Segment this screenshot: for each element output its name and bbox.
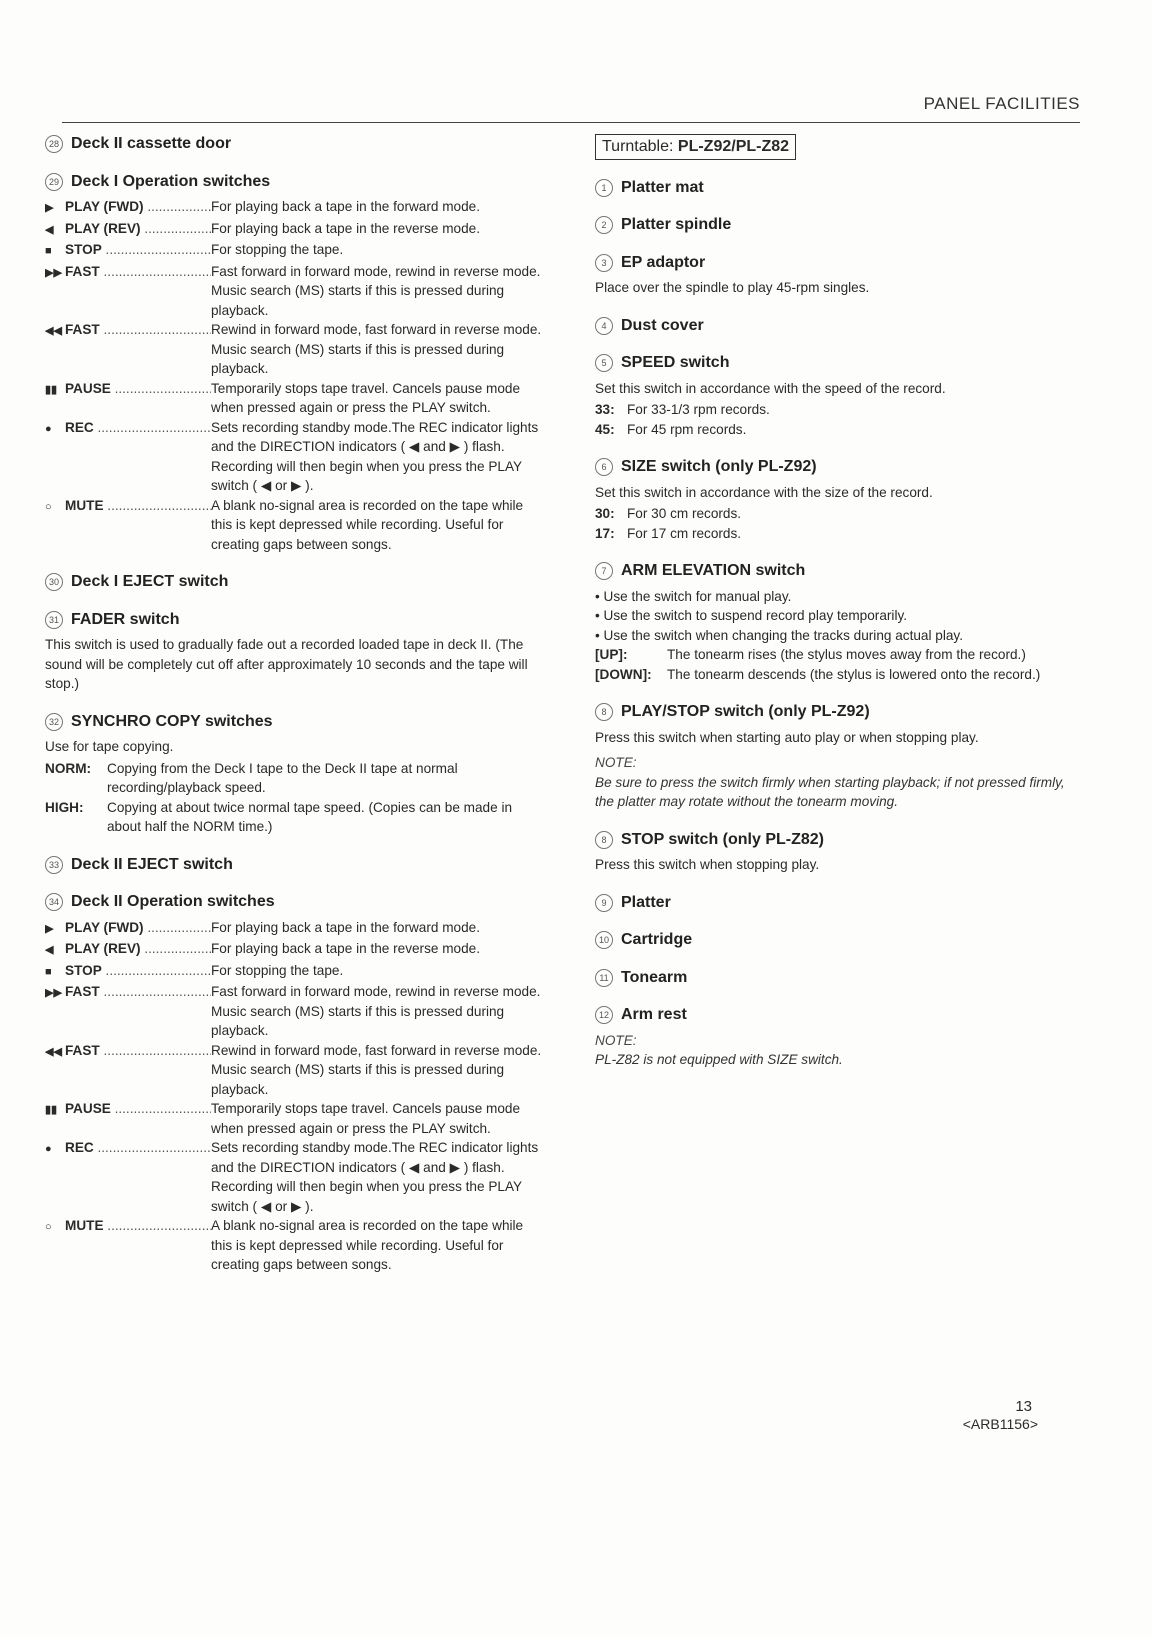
section-fader-switch bbox=[45, 610, 545, 694]
kv-row: 45: For 45 rpm records. bbox=[595, 421, 747, 437]
operation-list bbox=[45, 918, 545, 1275]
item-number: 29 bbox=[45, 173, 63, 191]
item-number: 8 bbox=[595, 831, 613, 849]
operation-row bbox=[45, 961, 545, 983]
operation-list bbox=[45, 197, 545, 554]
section-dust-cover bbox=[595, 316, 1085, 336]
operation-label: ▮▮ PAUSE ..... bbox=[45, 379, 211, 418]
section-title: Deck II EJECT switch bbox=[71, 855, 233, 873]
operation-label: ▶ PLAY (FWD) ..... bbox=[45, 918, 211, 940]
operation-symbol-icon: ■ bbox=[45, 245, 52, 257]
item-number: 28 bbox=[45, 135, 63, 153]
bullet-item: • Use the switch to suspend record play temporarily. bbox=[595, 606, 1085, 626]
note-label: NOTE: bbox=[595, 755, 637, 770]
right-column bbox=[595, 134, 1085, 1070]
operation-row bbox=[45, 1216, 545, 1275]
operation-row bbox=[45, 197, 545, 219]
section-title: Deck I EJECT switch bbox=[71, 573, 229, 590]
note-text: PL-Z82 is not equipped with SIZE switch. bbox=[595, 1052, 843, 1067]
note-text: Be sure to press the switch firmly when starting playback; if not pressed firmly, the platter may rotate without the tonearm moving. bbox=[595, 774, 1065, 809]
item-number: 11 bbox=[595, 969, 613, 987]
operation-symbol-icon: ▶▶ bbox=[45, 987, 62, 999]
bullet-item: • Use the switch when changing the tracks during actual play. bbox=[595, 626, 1085, 646]
operation-description: Rewind in forward mode, fast forward in reverse mode. Music search (MS) starts if this is pressed during playback. bbox=[211, 322, 542, 376]
operation-symbol-icon: ◀◀ bbox=[45, 1045, 62, 1058]
section-speed-switch bbox=[595, 353, 1085, 439]
kv-row: HIGH: Copying at about twice normal tape speed. (Copies can be made in about half the NORM time.) bbox=[45, 799, 513, 834]
item-number: 3 bbox=[595, 254, 613, 272]
item-number: 10 bbox=[595, 931, 613, 949]
item-number: 33 bbox=[45, 856, 63, 874]
operation-row bbox=[45, 418, 545, 496]
operation-symbol-icon: ▶ bbox=[45, 202, 54, 214]
operation-symbol-icon: ◀ bbox=[45, 944, 54, 956]
section-deck2-cassette-door bbox=[45, 134, 545, 154]
section-platter bbox=[595, 893, 1085, 913]
section-text: Set this switch in accordance with the size of the record. bbox=[595, 484, 933, 500]
section-ep-adaptor bbox=[595, 253, 1085, 298]
section-title: Platter mat bbox=[621, 178, 704, 196]
operation-label: ▮▮ PAUSE ..... bbox=[45, 1099, 211, 1138]
section-title: FADER switch bbox=[71, 610, 180, 628]
section-size-switch bbox=[595, 457, 1085, 543]
section-title: Deck I Operation switches bbox=[71, 172, 271, 190]
section-tonearm bbox=[595, 968, 1085, 988]
turntable-heading: Turntable: PL-Z92/PL-Z82 bbox=[595, 134, 796, 160]
operation-symbol-icon: ● bbox=[45, 1143, 52, 1155]
operation-label: ○ MUTE ..... bbox=[45, 496, 211, 555]
left-column bbox=[45, 134, 545, 1293]
section-title: ARM ELEVATION switch bbox=[621, 562, 806, 579]
operation-symbol-icon: ◀◀ bbox=[45, 325, 62, 337]
page-header bbox=[62, 88, 1080, 123]
operation-description: For playing back a tape in the forward mode. bbox=[211, 919, 481, 935]
section-title: Platter bbox=[621, 893, 671, 911]
section-deck2-operation-switches bbox=[45, 892, 545, 1275]
operation-label: ▶ PLAY (FWD) ..... bbox=[45, 197, 211, 219]
operation-label: ▶▶ FAST ..... bbox=[45, 982, 211, 1041]
operation-description: Fast forward in forward mode, rewind in reverse mode. Music search (MS) starts if this is pressed during playback. bbox=[211, 984, 541, 1038]
operation-symbol-icon: ● bbox=[45, 422, 52, 435]
item-number: 32 bbox=[45, 713, 63, 731]
operation-row bbox=[45, 320, 545, 379]
operation-row bbox=[45, 939, 545, 961]
item-number: 1 bbox=[595, 179, 613, 197]
section-title: Cartridge bbox=[621, 931, 693, 948]
section-stop-switch bbox=[595, 830, 1085, 875]
operation-description: For playing back a tape in the reverse mode. bbox=[211, 941, 481, 956]
section-title: SPEED switch bbox=[621, 354, 730, 371]
section-title: Deck II cassette door bbox=[71, 135, 232, 152]
operation-symbol-icon: ○ bbox=[45, 500, 52, 513]
section-text: Place over the spindle to play 45-rpm singles. bbox=[595, 280, 870, 295]
section-arm-elevation bbox=[595, 561, 1085, 684]
operation-label: ■ STOP ..... bbox=[45, 240, 211, 262]
operation-row bbox=[45, 1138, 545, 1216]
bullet-item: • Use the switch for manual play. bbox=[595, 587, 1085, 607]
operation-row bbox=[45, 379, 545, 418]
operation-description: Sets recording standby mode.The REC indicator lights and the DIRECTION indicators ( ◀ and ▶ ) flash. Recording will then begin when you press the PLAY switch ( ◀ or ▶ ). bbox=[211, 1140, 539, 1214]
section-deck2-eject bbox=[45, 855, 545, 875]
item-number: 9 bbox=[595, 894, 613, 912]
page-title: PANEL FACILITIES bbox=[923, 94, 1080, 113]
kv-row: 30: For 30 cm records. bbox=[595, 506, 742, 521]
kv-row: 33: For 33-1/3 rpm records. bbox=[595, 402, 770, 417]
item-number: 5 bbox=[595, 354, 613, 372]
operation-description: For stopping the tape. bbox=[211, 962, 344, 978]
operation-description: For playing back a tape in the forward mode. bbox=[211, 199, 481, 214]
section-title: Arm rest bbox=[621, 1006, 687, 1023]
section-text: This switch is used to gradually fade out a recorded loaded tape in deck II. (The sound will be completely cut off after approximately 10 seconds and the tape will stop.) bbox=[45, 637, 528, 691]
section-title: Tonearm bbox=[621, 968, 688, 986]
operation-row bbox=[45, 918, 545, 940]
section-synchro-copy bbox=[45, 712, 545, 837]
operation-description: Fast forward in forward mode, rewind in reverse mode. Music search (MS) starts if this is pressed during playback. bbox=[211, 263, 541, 318]
section-title: EP adaptor bbox=[621, 253, 706, 271]
operation-label: ● REC ..... bbox=[45, 1138, 211, 1216]
kv-row: NORM: Copying from the Deck I tape to the Deck II tape at normal recording/playback speed. bbox=[45, 760, 458, 795]
section-deck1-operation-switches bbox=[45, 172, 545, 555]
operation-symbol-icon: ▶ bbox=[45, 922, 54, 935]
operation-description: Sets recording standby mode.The REC indicator lights and the DIRECTION indicators ( ◀ and ▶ ) flash. Recording will then begin when you press the PLAY switch ( ◀ or ▶ ). bbox=[211, 419, 539, 493]
kv-row: [DOWN]: The tonearm descends (the stylus is lowered onto the record.) bbox=[595, 666, 1041, 682]
section-cartridge bbox=[595, 930, 1085, 950]
item-number: 6 bbox=[595, 458, 613, 476]
section-title: SYNCHRO COPY switches bbox=[71, 712, 273, 730]
operation-symbol-icon: ◀ bbox=[45, 223, 54, 236]
section-title: STOP switch (only PL-Z82) bbox=[621, 830, 824, 848]
operation-description: Temporarily stops tape travel. Cancels pause mode when pressed again or press the PLAY switch. bbox=[211, 1101, 521, 1136]
operation-description: For playing back a tape in the reverse mode. bbox=[211, 220, 481, 236]
operation-symbol-icon: ▮▮ bbox=[45, 1104, 58, 1116]
operation-symbol-icon: ▮▮ bbox=[45, 383, 58, 396]
section-deck1-eject bbox=[45, 572, 545, 592]
operation-label: ◀◀ FAST ..... bbox=[45, 320, 211, 379]
operation-label: ○ MUTE ..... bbox=[45, 1216, 211, 1275]
operation-row bbox=[45, 1099, 545, 1138]
item-number: 31 bbox=[45, 611, 63, 629]
operation-label: ◀◀ FAST ..... bbox=[45, 1041, 211, 1100]
operation-symbol-icon: ■ bbox=[45, 965, 52, 978]
section-title: SIZE switch (only PL-Z92) bbox=[621, 458, 817, 475]
operation-row bbox=[45, 496, 545, 555]
item-number: 2 bbox=[595, 216, 613, 234]
operation-row bbox=[45, 982, 545, 1041]
kv-row: 17: For 17 cm records. bbox=[595, 525, 742, 541]
operation-label: ■ STOP ..... bbox=[45, 961, 211, 983]
section-platter-spindle bbox=[595, 215, 1085, 235]
section-text: Use for tape copying. bbox=[45, 739, 174, 754]
note-label: NOTE: bbox=[595, 1032, 637, 1048]
operation-label: ▶▶ FAST ..... bbox=[45, 262, 211, 321]
operation-symbol-icon: ▶▶ bbox=[45, 266, 62, 279]
item-number: 30 bbox=[45, 573, 63, 591]
section-title: Deck II Operation switches bbox=[71, 893, 275, 910]
section-text: Press this switch when starting auto play or when stopping play. bbox=[595, 729, 979, 745]
item-number: 12 bbox=[595, 1006, 613, 1024]
section-arm-rest bbox=[595, 1005, 1085, 1025]
operation-row bbox=[45, 262, 545, 321]
page-number: 13 bbox=[1015, 1398, 1032, 1415]
operation-label: ◀ PLAY (REV) ..... bbox=[45, 939, 211, 961]
section-title: Platter spindle bbox=[621, 216, 732, 233]
operation-label: ◀ PLAY (REV) ..... bbox=[45, 219, 211, 241]
operation-symbol-icon: ○ bbox=[45, 1221, 52, 1233]
operation-row bbox=[45, 219, 545, 241]
item-number: 8 bbox=[595, 703, 613, 721]
operation-description: A blank no-signal area is recorded on the tape while this is kept depressed while recording. Useful for creating gaps between songs. bbox=[211, 1218, 524, 1272]
operation-description: For stopping the tape. bbox=[211, 242, 344, 257]
kv-row: [UP]: The tonearm rises (the stylus moves away from the record.) bbox=[595, 647, 1026, 662]
operation-row bbox=[45, 240, 545, 262]
section-title: Dust cover bbox=[621, 316, 704, 334]
operation-description: Rewind in forward mode, fast forward in reverse mode. Music search (MS) starts if this is pressed during playback. bbox=[211, 1042, 542, 1097]
section-text: Set this switch in accordance with the speed of the record. bbox=[595, 380, 946, 396]
operation-description: Temporarily stops tape travel. Cancels pause mode when pressed again or press the PLAY switch. bbox=[211, 380, 521, 415]
section-platter-mat bbox=[595, 178, 1085, 198]
section-play-stop-switch bbox=[595, 702, 1085, 812]
item-number: 7 bbox=[595, 562, 613, 580]
item-number: 34 bbox=[45, 893, 63, 911]
section-text: Press this switch when stopping play. bbox=[595, 857, 820, 872]
operation-description: A blank no-signal area is recorded on the tape while this is kept depressed while recording. Useful for creating gaps between songs. bbox=[211, 497, 524, 552]
operation-label: ● REC ..... bbox=[45, 418, 211, 496]
operation-row bbox=[45, 1041, 545, 1100]
section-title: PLAY/STOP switch (only PL-Z92) bbox=[621, 703, 870, 720]
document-code: <ARB1156> bbox=[962, 1416, 1038, 1432]
item-number: 4 bbox=[595, 317, 613, 335]
